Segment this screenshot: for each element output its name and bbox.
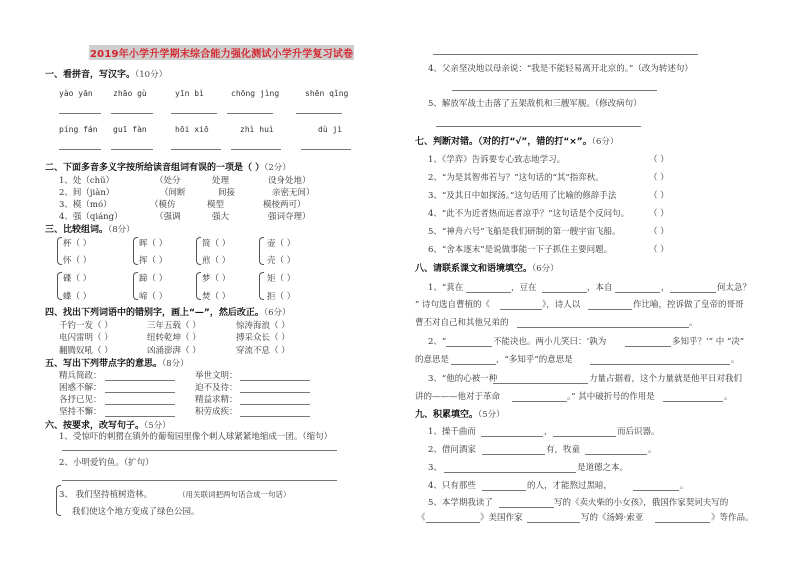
section-8-heading [415,261,559,274]
section-4-heading [45,305,291,318]
fill-blank[interactable] [482,454,545,455]
meaning-label: 坚持不懈： [59,407,102,417]
fill-blank[interactable] [482,490,526,491]
fill-blank[interactable] [517,327,689,328]
pinyin-1-4: chōng jìng [231,89,280,98]
meaning-label: 困惑不解： [59,383,102,393]
rewrite-q1: 1、受惊吓的刺猬在镇外的葡萄园里像个刺人球紧紧地缩成一团。（缩句） [59,432,333,442]
meaning-label: 精兵简政： [59,371,102,381]
idiom: 穿流不息（ ） [236,346,290,356]
brace [259,272,264,300]
pinyin-2-1: píng fán [59,125,98,134]
answer-line[interactable] [62,480,337,481]
section-heading-text: 八、请联系课文和语境填空。 [415,264,533,274]
idiom: 搏采众长（ ） [236,333,290,343]
answer-line[interactable] [301,149,351,150]
fill-blank[interactable] [512,401,567,402]
brace [133,272,138,300]
compare-word: 怀（ ） [63,256,92,266]
idiom: 三年五载（ ） [147,321,201,331]
answer-line[interactable] [240,404,310,405]
section-points: （8分） [108,225,135,235]
fill-text: 2、“ [428,337,447,347]
section-heading-text: 七、判断对错。（对的打“√”，错的打“×”。 [415,137,592,147]
fill-text: 2、借问酒家 [428,445,476,455]
compare-word: 简（ ） [202,239,231,249]
idiom: 千钓一发（ ） [59,321,113,331]
pinyin-1-1: yào yān [59,89,93,98]
meaning-label: 积劳成疾： [195,407,238,417]
pinyin-1-3: yīn bì [175,89,204,98]
pinyin-1-2: zhāo gù [113,89,147,98]
option-1-label: 1、处（chǔ） [59,176,115,186]
judge-statement: 1、《学弈》告诉要专心致志地学习。 [428,155,566,165]
judge-statement: 3、“及其日中如探汤。”这句话用了比喻的修辞手法 [428,191,617,201]
section-heading-text: 六、按要求，改写句子。 [45,421,145,431]
fill-text: ，豆在 [511,283,537,293]
pinyin-2-3: hōi xiō [175,125,209,134]
brace [57,272,62,300]
answer-line[interactable] [227,113,273,114]
fill-text: 。 [689,318,698,328]
judge-answer-paren[interactable]: （ ） [649,155,669,165]
fill-text: 。” 其中破折号的作用是 [567,392,655,402]
brace [196,272,201,300]
fill-blank[interactable] [615,292,660,293]
section-points: （5分） [144,421,171,431]
fill-text: ，本自 [587,283,613,293]
meaning-label: 各抒已见： [59,395,102,405]
option-1-word-3: 设身处地） [268,176,311,186]
section-9-heading [415,407,505,420]
fill-text: 5、本学期我读了 [428,498,493,508]
answer-line[interactable] [240,380,310,381]
section-1-heading [45,67,167,80]
rewrite-q4: 4、父亲坚决地以母亲说：“我是不能轻易离开北京的。”（改为转述句） [428,64,693,74]
judge-answer-paren[interactable]: （ ） [649,227,669,237]
section-3-heading [45,222,135,235]
answer-line[interactable] [452,90,657,91]
fill-text: 》等作品。 [711,513,754,523]
section-5-heading [45,356,189,369]
meaning-label: 举世文明： [195,371,238,381]
document-title: 2019年小学升学期末综合能力强化测试小学升学复习试卷 [89,45,354,60]
answer-line[interactable] [171,113,217,114]
compare-word: 啼（ ） [139,292,168,302]
fill-text: 力量占据着，这个力量就是他平日对我们 [589,374,743,384]
section-heading-text: 五、写出下列带点字的意思。 [45,359,163,369]
judge-statement: 4、“此不为近者热而远者凉乎？”这句话是个反问句。 [428,209,630,219]
fill-blank[interactable] [625,346,671,347]
judge-answer-paren[interactable]: （ ） [649,245,669,255]
fill-blank[interactable] [499,507,554,508]
option-3-word-3: 模棱两可） [263,200,306,210]
section-points: （6分） [591,137,619,147]
section-points: （5分） [478,410,505,420]
answer-line[interactable] [433,54,698,55]
fill-text: 。 [680,481,689,491]
fill-text: ” 诗句选自曹植的《 [415,300,491,310]
section-7-heading [415,134,618,147]
compare-word: 壳（ ） [267,256,296,266]
fill-blank[interactable] [466,292,511,293]
option-1-word-1: （处分 [155,176,181,186]
fill-blank[interactable] [553,436,616,437]
fill-text: 不能决也。两小儿笑曰：‘孰为 [493,337,607,347]
section-heading-text: 一、看拼音，写汉字。 [45,70,136,80]
option-4-word-3: 强词夺理） [268,212,311,222]
option-3-word-2: 模型 [207,200,225,210]
rewrite-q3-sentence-a: 3、 我们坚持植树造林。 [59,490,153,500]
section-points: （8分） [162,359,189,369]
option-4-label: 4、强（qiáng） [59,212,123,222]
fill-blank[interactable] [670,292,716,293]
answer-line[interactable] [240,392,310,393]
answer-line[interactable] [111,113,153,114]
compare-word: 梦（ ） [202,274,231,284]
brace [57,237,62,265]
option-2-word-1: （间断 [160,188,186,198]
fill-text: 1、操千曲而 [428,427,476,437]
fill-blank[interactable] [493,383,588,384]
fill-blank[interactable] [633,490,679,491]
section-heading-text: 四、找出下列词语中的错别字，画上“—”，然后改正。 [45,308,264,318]
answer-line[interactable] [240,416,310,417]
idiom: 电闪雷明（ ） [59,333,113,343]
fill-text: 何太急？ [717,283,752,293]
compare-word: 蝶（ ） [63,292,92,302]
answer-line[interactable] [105,404,175,405]
fill-text: 有，牧童 [546,445,581,455]
section-points: （6分） [263,308,291,318]
answer-line[interactable] [436,126,641,127]
answer-line[interactable] [105,416,175,417]
fill-text: 而后识器。 [617,427,660,437]
fill-blank[interactable] [527,522,580,523]
option-2-label: 2、间（jiàn） [59,188,115,198]
section-heading-text: 三、比较组词。 [45,225,109,235]
answer-line[interactable] [296,113,342,114]
option-2-word-3: 亲密无间） [272,188,315,198]
fill-blank[interactable] [500,309,542,310]
brace [259,237,264,265]
fill-text: 》，诗人以 [542,300,581,310]
option-4-word-1: （强调 [155,212,181,222]
judge-statement: 2、“为是其智弗若与？”这句话的“其”指弈秋。 [428,173,604,183]
fill-text: 4、只有那些 [428,481,476,491]
fill-blank[interactable] [426,522,480,523]
section-points: （10分） [135,70,168,80]
idiom: 纽转乾坤（ ） [147,333,201,343]
fill-text: 。 [724,392,733,402]
answer-line[interactable] [105,392,175,393]
idiom: 凶涌澎湃（ ） [147,346,201,356]
compare-word: 蹄（ ） [139,274,168,284]
answer-line[interactable] [105,380,175,381]
brace [133,237,138,265]
fill-text: 3、“他的心被一种 [428,374,498,384]
fill-text: 写的《汤姆·索亚 [581,513,644,523]
option-1-word-2: 处理 [212,176,230,186]
fill-text: 《 [417,513,426,523]
fill-text: 作比喻，控诉做了皇帝的哥哥 [633,300,744,310]
fill-blank[interactable] [663,401,723,402]
fill-blank[interactable] [444,472,576,473]
fill-blank[interactable] [451,364,496,365]
fill-blank[interactable] [446,346,492,347]
answer-line[interactable] [59,113,101,114]
option-4-word-2: 强大 [212,212,230,222]
pinyin-2-5: dù jì [318,125,343,134]
compare-word: 壶（ ） [267,239,296,249]
fill-text: 1、“萁在 [428,283,464,293]
pinyin-2-4: zhì huì [240,125,274,134]
pinyin-1-5: shēn qǐng [305,89,349,98]
fill-text: 3、 [428,463,442,473]
fill-text: 讲的———他对于革命 [415,392,501,402]
fill-blank[interactable] [481,436,543,437]
fill-blank[interactable] [585,454,647,455]
section-points: （2分） [264,163,291,173]
fill-text: 多知乎？’” 中 “决” [672,337,745,347]
compare-word: 矩（ ） [267,274,296,284]
section-heading-text: 九、积累填空。 [415,410,479,420]
meaning-label: 精益求精： [195,395,238,405]
fill-text: ， [661,283,670,293]
option-3-word-1: （模仿 [150,200,176,210]
compare-word: 挥（ ） [139,256,168,266]
compare-word: 煎（ ） [202,256,231,266]
answer-line[interactable] [62,450,337,451]
answer-line[interactable] [171,149,221,150]
compare-word: 杯（ ） [63,239,92,249]
fill-blank[interactable] [588,309,632,310]
judge-statement: 5、“神舟六号”飞船是我们研制的第一艘宇宙飞船。 [428,227,621,237]
rewrite-q3-instruction: （用关联词把两句话合成一句话） [178,490,291,499]
option-2-word-2: 间接 [218,188,236,198]
rewrite-q3-sentence-b: 我们使这个地方变成了绿色公园。 [72,507,200,517]
compare-word: 碟（ ） [63,274,92,284]
compare-word: 拒（ ） [267,292,296,302]
idiom: 惊涛海浪（ ） [236,321,290,331]
answer-line[interactable] [231,149,281,150]
fill-blank[interactable] [542,292,587,293]
section-points: （6分） [532,264,559,274]
brace [196,237,201,265]
fill-blank[interactable] [655,522,710,523]
fill-text: 》美国作家 [480,513,523,523]
fill-text: 。 [731,355,740,365]
fill-text: 是道德之本。 [577,463,629,473]
fill-text: 。 [648,445,657,455]
fill-text: 曹丕对自己和其他兄弟的 [415,318,509,328]
fill-text: 写的《卖火柴的小女孩》，俄国作家契诃夫写的 [554,498,729,508]
pinyin-2-2: guī fàn [113,125,147,134]
judge-statement: 6、“舍本逐末”是说做事能一下子抓住主要问题。 [428,245,613,255]
idiom: 翻腾奴吼（ ） [59,346,113,356]
fill-text: 的人，才能熬过黑暗， [527,481,613,491]
fill-text: ， [544,427,553,437]
answer-line[interactable] [111,149,153,150]
rewrite-q5: 5、解放军战士击落了五架敌机和三艘军舰。（修改病句） [428,99,642,109]
judge-answer-paren[interactable]: （ ） [649,191,669,201]
option-3-label: 3、模（mó） [59,200,112,210]
fill-text: ，“多知乎”的意思是 [496,355,573,365]
judge-answer-paren[interactable]: （ ） [649,209,669,219]
rewrite-q2: 2、小明爱钓鱼。（扩句） [59,458,154,468]
judge-answer-paren[interactable]: （ ） [649,173,669,183]
fill-text: 的意思是 [415,355,450,365]
meaning-label: 迫不及待： [195,383,238,393]
compare-word: 晖（ ） [139,239,168,249]
section-heading-text: 二、下面多音多义字按所给读音组词有误的一项是（ ） [45,163,265,173]
compare-word: 焚（ ） [202,292,231,302]
fill-blank[interactable] [590,364,730,365]
answer-line[interactable] [59,149,101,150]
section-2-heading [45,160,291,173]
